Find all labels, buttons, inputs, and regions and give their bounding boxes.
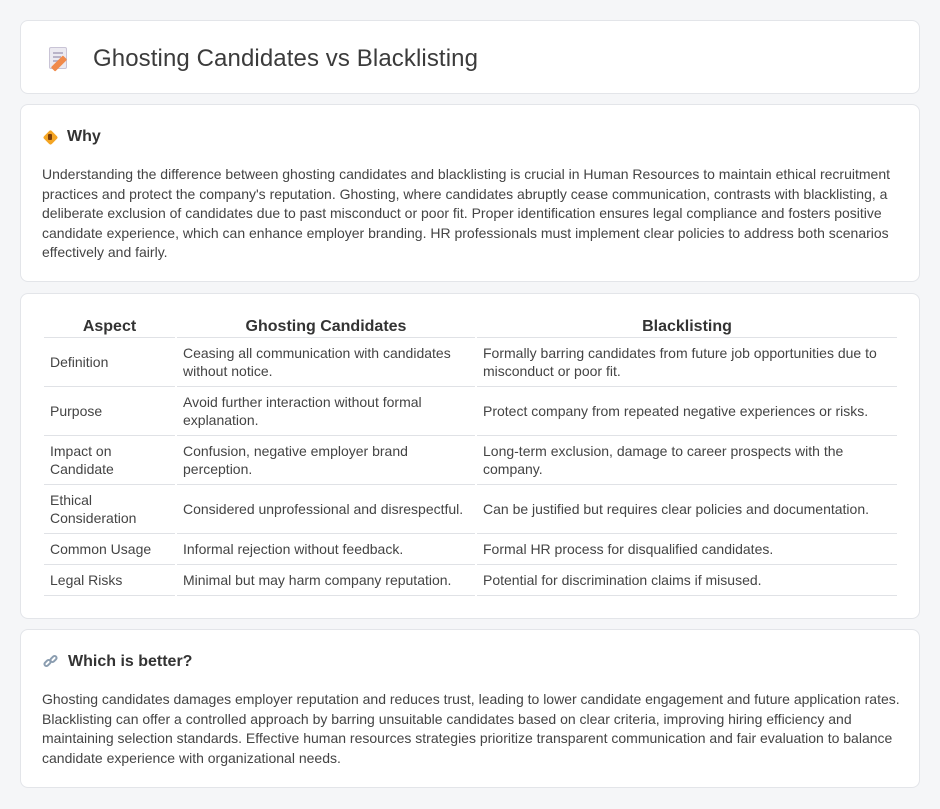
- cell-blacklisting: Protect company from repeated negative experiences or risks.: [477, 387, 897, 436]
- table-row: [44, 338, 897, 387]
- cell-aspect: Impact on Candidate: [44, 436, 175, 485]
- better-heading: Which is better?: [68, 653, 193, 670]
- cell-ghosting: Minimal but may harm company reputation.: [177, 565, 475, 596]
- document-edit-icon: [47, 46, 71, 72]
- table-row: [44, 565, 897, 596]
- which-is-better-section: [20, 629, 920, 788]
- cell-aspect: Legal Risks: [44, 565, 175, 596]
- title-row: [47, 45, 478, 73]
- cell-ghosting: Ceasing all communication with candidates without notice.: [177, 338, 475, 387]
- why-heading-row: [43, 128, 101, 146]
- comparison-section: [20, 293, 920, 619]
- link-icon: [43, 655, 59, 669]
- better-text: Ghosting candidates damages employer reputation and reduces trust, leading to lower candidate engagement and future application rates. Blacklisting can offer a controlled approach by barring unsuitable candidates based on clear criteria, improving hiring efficiency and maintaining selection standards. Effective human resources strategies prioritize transparent communication and fair evaluation to balance candidate experience with organizational needs.: [42, 691, 900, 766]
- why-text: Understanding the difference between ghosting candidates and blacklisting is crucial in Human Resources to maintain ethical recruitment practices and protect the company's reputation. Ghosting, where candidates abruptly cease communication, contrasts with blacklisting, a deliberate exclusion of candidates due to past misconduct or poor fit. Proper identification ensures legal compliance and fosters positive candidate experience, which can enhance employer branding. HR professionals must implement clear policies to address both scenarios effectively and fairly.: [42, 166, 890, 260]
- cell-ghosting: Avoid further interaction without formal explanation.: [177, 387, 475, 436]
- cell-blacklisting: Can be justified but requires clear policies and documentation.: [477, 485, 897, 534]
- title-card: [20, 20, 920, 94]
- why-heading: Why: [67, 128, 101, 145]
- header-blacklisting: Blacklisting: [477, 316, 897, 338]
- why-section: [20, 104, 920, 282]
- table-row: [44, 436, 897, 485]
- header-ghosting: Ghosting Candidates: [177, 316, 475, 338]
- cell-ghosting: Considered unprofessional and disrespectful.: [177, 485, 475, 534]
- cell-blacklisting: Long-term exclusion, damage to career prospects with the company.: [477, 436, 897, 485]
- cell-blacklisting: Formally barring candidates from future job opportunities due to misconduct or poor fit.: [477, 338, 897, 387]
- cell-blacklisting: Formal HR process for disqualified candidates.: [477, 534, 897, 565]
- table-row: [44, 485, 897, 534]
- warning-diamond-icon: [43, 130, 57, 144]
- header-aspect: Aspect: [44, 316, 175, 338]
- table-header-row: [44, 316, 897, 338]
- better-heading-row: [43, 653, 192, 671]
- table-row: [44, 534, 897, 565]
- cell-aspect: Common Usage: [44, 534, 175, 565]
- cell-aspect: Purpose: [44, 387, 175, 436]
- page-title: Ghosting Candidates vs Blacklisting: [93, 45, 479, 72]
- cell-aspect: Ethical Consideration: [44, 485, 175, 534]
- cell-ghosting: Informal rejection without feedback.: [177, 534, 475, 565]
- table-row: [44, 387, 897, 436]
- cell-blacklisting: Potential for discrimination claims if misused.: [477, 565, 897, 596]
- comparison-table: [42, 316, 899, 596]
- cell-ghosting: Confusion, negative employer brand perception.: [177, 436, 475, 485]
- cell-aspect: Definition: [44, 338, 175, 387]
